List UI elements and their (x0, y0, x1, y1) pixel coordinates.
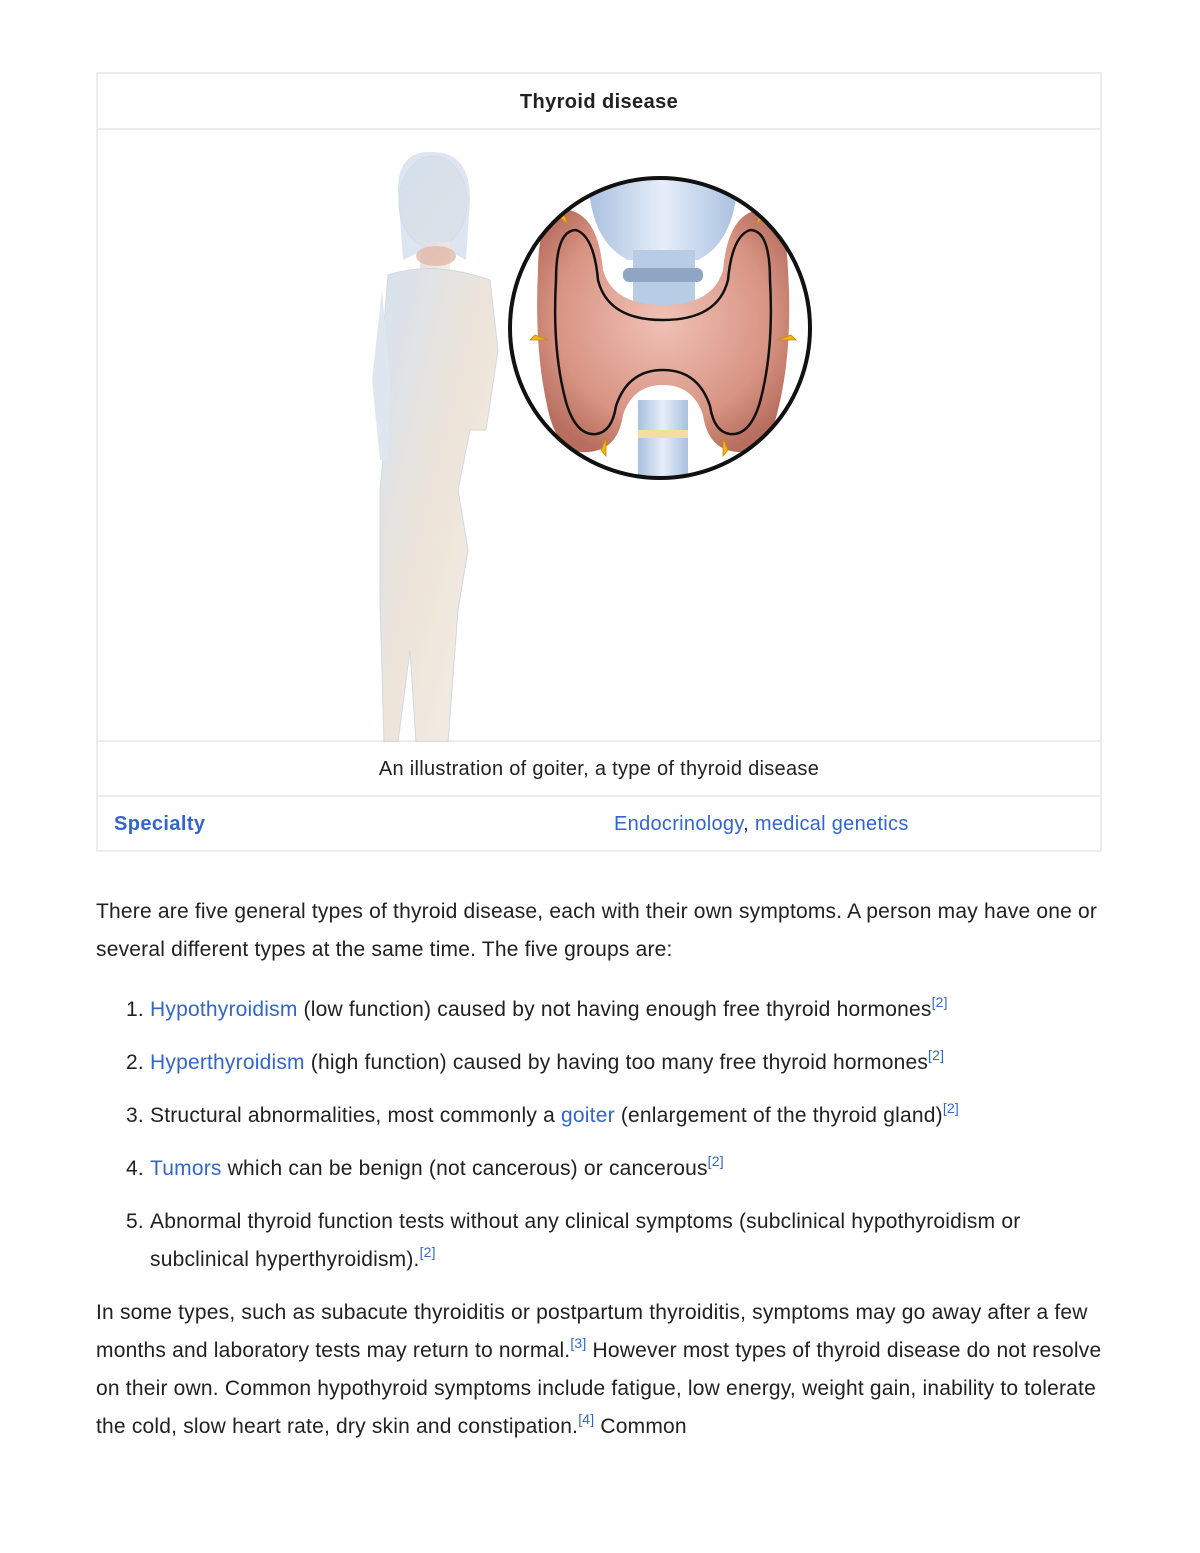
symptoms-paragraph (96, 1294, 1106, 1446)
body-figure (372, 152, 498, 742)
intro-paragraph: There are five general types of thyroid disease, each with their own symptoms. A person may have one or several different types at the same time. The five groups are: (96, 900, 1098, 961)
hyperthyroidism-link[interactable]: Hyperthyroidism (150, 1051, 305, 1074)
infobox (96, 72, 1102, 852)
list-item-text: (enlargement of the thyroid gland) (614, 1104, 943, 1127)
list-item (150, 1150, 1106, 1188)
goiter-link[interactable]: goiter (561, 1104, 615, 1127)
specialty-separator: , (743, 813, 755, 835)
reference-label[interactable]: [2] (928, 1047, 945, 1063)
paragraph-text: In some types, such as subacute thyroiditis or postpartum thyroiditis, symptoms may go away after a few months and laboratory tests may return to normal. (96, 1301, 1088, 1362)
infobox-title: Thyroid disease (98, 74, 1100, 130)
reference-label[interactable]: [2] (707, 1153, 724, 1169)
endocrinology-link[interactable]: Endocrinology (614, 813, 744, 835)
reference-link[interactable] (708, 1153, 724, 1169)
list-item (150, 1203, 1106, 1279)
paragraph-text: Common (594, 1415, 687, 1438)
list-item-text: which can be benign (not cancerous) or cancerous (221, 1157, 708, 1180)
reference-link[interactable] (578, 1411, 594, 1427)
reference-link[interactable] (570, 1335, 586, 1351)
infobox-caption: An illustration of goiter, a type of thyroid disease (98, 742, 1100, 797)
reference-label[interactable]: [2] (942, 1100, 959, 1116)
specialty-value (614, 797, 909, 852)
list-item-text: (low function) caused by not having enough free thyroid hormones (297, 998, 932, 1021)
reference-label[interactable]: [3] (570, 1335, 587, 1351)
tumors-link[interactable]: Tumors (150, 1157, 222, 1180)
reference-link[interactable] (932, 994, 948, 1010)
list-item-text: (high function) caused by having too many free thyroid hormones (304, 1051, 929, 1074)
article-body (96, 893, 1106, 1446)
list-item-prefix: Structural abnormalities, most commonly a (150, 1104, 562, 1127)
paragraph-text: However most types of thyroid disease do not resolve on their own. Common hypothyroid symptoms include fatigue, low energy, weight gain, inability to tolerate the cold, slow heart rate, dry skin and constipation. (96, 1339, 1102, 1438)
reference-label[interactable]: [4] (578, 1411, 595, 1427)
goiter-illustration (98, 130, 1100, 742)
list-item (150, 1044, 1106, 1082)
hypothyroidism-link[interactable]: Hypothyroidism (150, 998, 298, 1021)
reference-link[interactable] (928, 1047, 944, 1063)
infobox-image[interactable] (98, 130, 1100, 742)
thyroid-zoom-circle (508, 170, 812, 490)
reference-label[interactable]: [2] (931, 994, 948, 1010)
infobox-specialty-row (98, 797, 1100, 852)
list-item (150, 1097, 1106, 1135)
reference-label[interactable]: [2] (419, 1244, 436, 1260)
thyroid-types-list (96, 991, 1106, 1279)
reference-link[interactable] (943, 1100, 959, 1116)
specialty-label[interactable]: Specialty (114, 813, 206, 835)
list-item-text: Abnormal thyroid function tests without any clinical symptoms (subclinical hypothyroidism or subclinical hyperthyroidism). (150, 1210, 1021, 1271)
reference-link[interactable] (420, 1244, 436, 1260)
list-item (150, 991, 1106, 1029)
medical-genetics-link[interactable]: medical genetics (754, 813, 909, 835)
